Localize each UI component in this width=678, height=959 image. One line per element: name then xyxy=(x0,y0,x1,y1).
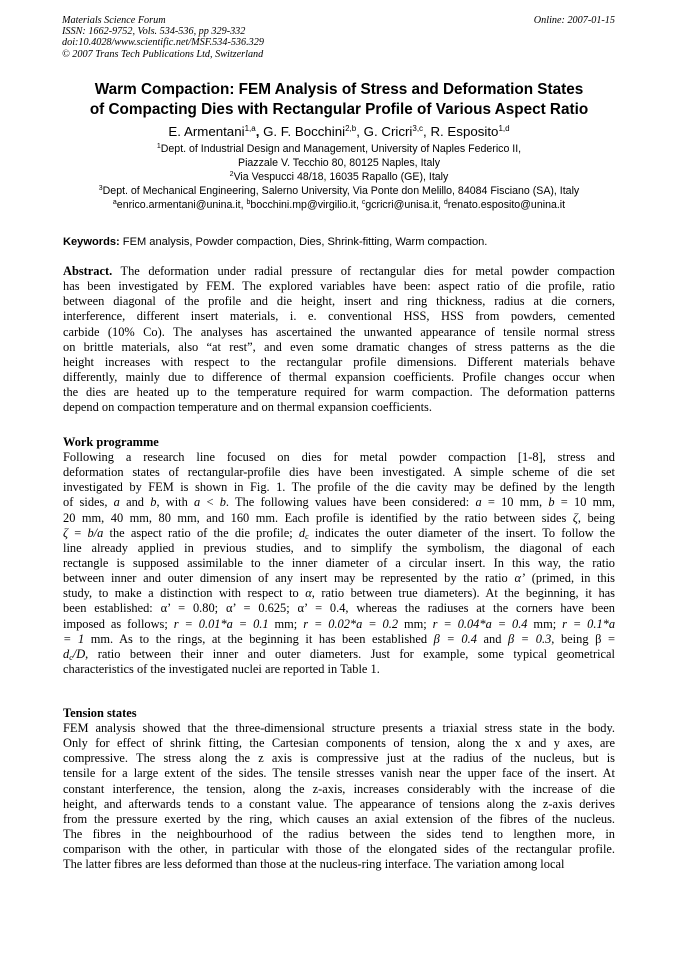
author-affiliation-marker: 2,b xyxy=(345,124,357,133)
text-line: study, to make a distinction with respect to α, ratio between true diameters). At the beginning, it has xyxy=(63,586,616,601)
author-name: R. Esposito xyxy=(430,124,499,139)
text-line: carbide (10% Co). The analyses has ascertained the unwanted appearance of tensile normal stress xyxy=(63,324,615,339)
author-name: G. F. Bocchini xyxy=(263,124,346,139)
author-affiliation-marker: 1,d xyxy=(498,124,510,133)
text-line: depend on compaction temperature and on thermal expansion coefficients. xyxy=(63,400,432,415)
text-line: been established: α’ = 0.80; α’ = 0.625; α’ = 0.4, whereas the radiuses at the corners have been xyxy=(63,601,615,616)
text-line: height increases with respect to the rectangular profile dimensions. Different materials behave xyxy=(63,354,615,369)
affiliation-1-line-1: $^1$Dept. of Industrial Design and Management, University of Naples Federico II, xyxy=(156,143,522,155)
text-line: interference, different insert materials, i. e. conventional HSS, HSS from powders, cemented xyxy=(63,309,615,324)
text-line: = 1 mm. As to the rings, at the beginning it has been established β = 0.4 and β = 0.3, being β = xyxy=(63,631,616,646)
journal-name: Materials Science Forum xyxy=(62,15,166,26)
text-line: has been investigated by FEM. The explored variables have been: aspect ratio of die profile, ratio xyxy=(63,279,615,294)
title-line-2: of Compacting Dies with Rectangular Profile of Various Aspect Ratio xyxy=(89,100,589,118)
section-heading-tension-states: Tension states xyxy=(63,706,137,720)
text-line: the dies are heated up to the temperature required for warm compaction. The deformation patterns xyxy=(63,385,615,400)
text-line: The latter fibres are less deformed than those at the nucleus-ring interface. The variation among local xyxy=(63,857,565,872)
issn-line: ISSN: 1662-9752, Vols. 534-536, pp 329-332 xyxy=(62,26,246,38)
text-line: imposed as follows; r = 0.01*a = 0.1 mm; r = 0.02*a = 0.2 mm; r = 0.04*a = 0.4 mm; r = 0.1*a xyxy=(63,616,616,631)
copyright-line: © 2007 Trans Tech Publications Ltd, Switzerland xyxy=(62,48,264,60)
text-line: rectangle is supposed assimilable to the inner diameter of a circular insert. In this way, the ratio xyxy=(63,555,615,570)
email-address: gcricri@unisa.it, xyxy=(365,199,444,211)
author-name: E. Armentani xyxy=(168,124,245,139)
text-line: height, and afterwards tends to a constant value. The appearance of tensions along the z-axis derives xyxy=(63,796,615,811)
text-line: comparison with the other, in particular with those of the elongated sides of the rectangular profile. xyxy=(63,842,615,857)
paper-title xyxy=(40,80,638,119)
work-programme-paragraph xyxy=(63,450,615,677)
tension-states-paragraph xyxy=(63,721,615,872)
text-line: $d_c/D$, ratio between their inner and outer diameters. Just for example, some typical geometrical xyxy=(63,646,615,662)
email-marker: c xyxy=(361,199,366,206)
author-affiliation-marker: 1,a xyxy=(244,124,256,133)
keywords xyxy=(63,235,623,249)
section-heading-work-programme: Work programme xyxy=(63,435,159,449)
journal-header xyxy=(62,15,422,60)
author-emails xyxy=(40,198,638,212)
author-separator: , xyxy=(423,124,431,139)
title-line-1: Warm Compaction: FEM Analysis of Stress and Deformation States xyxy=(94,81,584,98)
text-line: from the pressure exerted by the ring, which causes an axial extension of the fibres of the nucleus. xyxy=(63,811,615,826)
author-separator: , xyxy=(255,124,264,139)
abstract-paragraph xyxy=(63,264,615,415)
email-marker: d xyxy=(443,199,448,206)
affiliation-2: $^2$Via Vespucci 48/18, 16035 Rapallo (GE), Italy xyxy=(229,171,449,183)
text-line: between diagonal of the profile and die height, insert and ring thickness, radius at die corners, xyxy=(63,294,615,309)
text-line: investigated by FEM is shown in Fig. 1. The profile of the die cavity may be defined by the length xyxy=(63,480,615,495)
email-marker: b xyxy=(246,199,251,206)
email-marker: a xyxy=(112,199,117,206)
text-line: deformation states of rectangular-profile dies have been investigated. A simple scheme of die set xyxy=(63,465,615,480)
text-line: line already applied in previous studies, and to simplify the symbolism, the diagonal of each xyxy=(63,540,615,555)
online-date: Online: 2007-01-15 xyxy=(533,15,615,26)
email-address: renato.esposito@unina.it xyxy=(447,199,566,211)
text-line: tensile for a large extent of the sides. The tensile stresses vanish near the upper face of the insert. At xyxy=(63,766,615,781)
email-address: enrico.armentani@unina.it, xyxy=(116,199,247,211)
abstract-text: The deformation under radial pressure of rectangular dies for metal powder compaction xyxy=(112,264,615,278)
text-line: Only for effect of shrink fitting, the Cartesian components of tension, along the x and y axes, are xyxy=(63,736,615,751)
affiliation-1-line-2: Piazzale V. Tecchio 80, 80125 Naples, Italy xyxy=(238,157,440,169)
text-line: on brittle materials, also “at rest”, and even some dramatic changes of stress patterns as the die xyxy=(63,339,615,354)
keywords-label: Keywords: xyxy=(63,236,120,248)
text-line: ζ = b/a the aspect ratio of the die profile; $d_c$ indicates the outer diameter of the insert. To follow the xyxy=(63,525,616,541)
text-line: The fibres in the neighbourhood of the radius between the sides tend to lengthen more, in xyxy=(63,826,615,841)
email-address: bocchini.mp@virgilio.it, xyxy=(250,199,362,211)
doi-line: doi:10.4028/www.scientific.net/MSF.534-536.329 xyxy=(62,37,264,49)
text-line: compressive. The stress along the z axis is compressive just at the radius of the nucleus, but is xyxy=(63,751,615,766)
abstract-label: Abstract. xyxy=(63,264,113,278)
text-line: of sides, a and b, with a < b. The following values have been considered: a = 10 mm, b = 10 mm, xyxy=(63,495,616,510)
author-separator: , xyxy=(356,124,364,139)
text-line: 20 mm, 40 mm, 80 mm, and 160 mm. Each profile is identified by the ratio between sides ζ, being xyxy=(63,510,615,525)
text-line: between inner and outer dimension of any insert may be represented by the ratio α’ (primed, in this xyxy=(63,571,615,586)
text-line xyxy=(63,264,615,279)
text-line: characteristics of the investigated nuclei are reported in Table 1. xyxy=(63,661,380,676)
affiliations xyxy=(40,142,638,212)
text-line: constant interference, the tension, along the z-axis, increases considerably with the increase of die xyxy=(63,781,615,796)
keywords-text: FEM analysis, Powder compaction, Dies, Shrink-fitting, Warm compaction. xyxy=(119,236,488,248)
author-name: G. Cricri xyxy=(363,124,413,139)
text-line: FEM analysis showed that the three-dimensional structure presents a triaxial stress state in the body. xyxy=(63,721,615,735)
text-line: Following a research line focused on dies for metal powder compaction [1-8], stress and xyxy=(63,450,615,464)
text-line: differently, mainly due to difference of thermal expansion coefficients. Profile changes occur when xyxy=(63,369,615,384)
author-list xyxy=(40,123,638,140)
affiliation-3: $^3$Dept. of Mechanical Engineering, Salerno University, Via Ponte don Melillo, 84084 Fisciano (SA), Italy xyxy=(98,185,580,197)
author-affiliation-marker: 3,c xyxy=(412,124,424,133)
